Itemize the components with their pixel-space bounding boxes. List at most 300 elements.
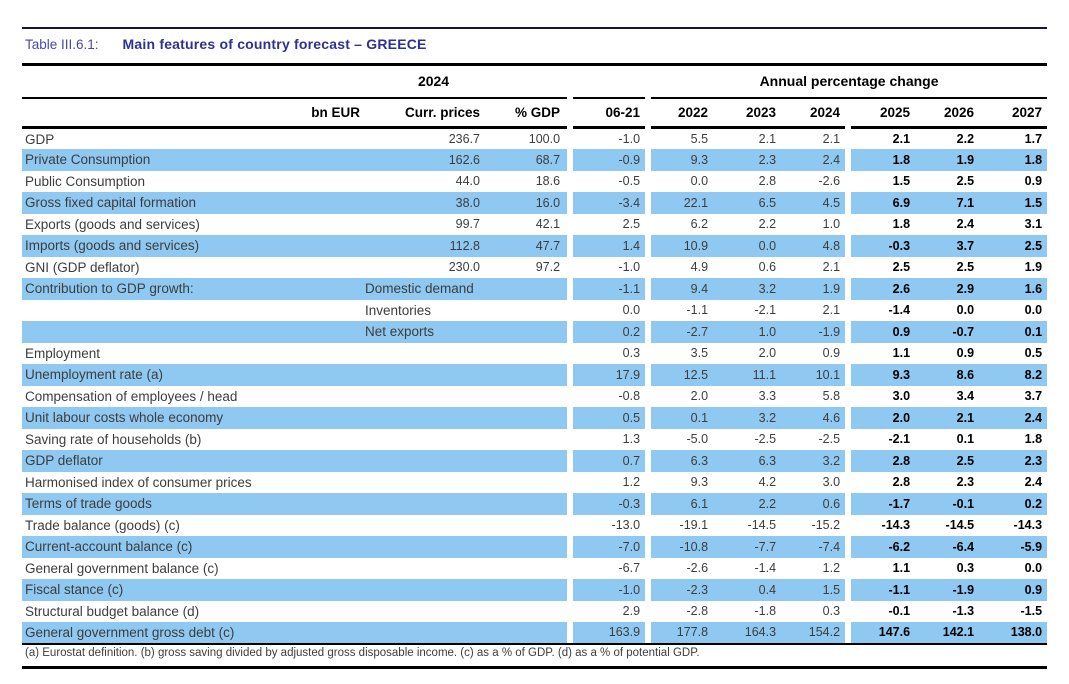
value-2024: 1.2 (822, 561, 841, 576)
curr-prices-value: 99.7 (455, 217, 480, 232)
value-2025: 2.1 (892, 132, 911, 146)
value-2024: 1.0 (822, 217, 841, 232)
value-2027: -14.3 (1013, 518, 1043, 533)
value-2022: 9.4 (651, 278, 713, 300)
row-label: General government balance (c) (25, 560, 219, 576)
value-06-21: -1.0 (573, 579, 645, 601)
bn-eur-cell (300, 579, 365, 601)
value-2022: 9.3 (651, 149, 713, 171)
bn-eur-cell (300, 343, 365, 365)
value-2027: 0.0 (1024, 561, 1043, 576)
value-2024: 2.4 (781, 149, 845, 171)
value-2027: 1.8 (1024, 432, 1043, 447)
table-title (25, 36, 427, 52)
pct-gdp-value (490, 386, 567, 408)
column-header-bn-eur: bn EUR (300, 98, 365, 128)
table-row (22, 257, 1047, 279)
bn-eur-cell (300, 192, 365, 214)
value-2026: 3.4 (956, 389, 975, 404)
value-2025: -1.7 (851, 493, 915, 515)
value-2023: 6.5 (713, 192, 781, 214)
value-2026: -0.7 (915, 321, 979, 343)
table-row (22, 192, 1047, 214)
value-2026: 2.4 (956, 217, 975, 232)
value-2023: 3.2 (713, 407, 781, 429)
row-sublabel: Net exports (365, 321, 567, 343)
value-2027: 1.5 (979, 192, 1047, 214)
curr-prices-value: 236.7 (448, 132, 480, 146)
value-2027: -5.9 (979, 536, 1047, 558)
pct-gdp-value (490, 493, 567, 515)
pct-gdp-value (490, 536, 567, 558)
row-label: Private Consumption (22, 149, 300, 171)
value-2022: 2.0 (690, 389, 709, 404)
value-2026: 2.5 (956, 174, 975, 189)
bn-eur-cell (300, 171, 365, 193)
value-06-21: 2.9 (622, 604, 641, 619)
table-row (22, 622, 1047, 644)
value-2025: 1.8 (851, 149, 915, 171)
value-2025: 6.9 (851, 192, 915, 214)
value-2027: 138.0 (979, 622, 1047, 644)
value-2024: 0.6 (781, 493, 845, 515)
value-06-21: -7.0 (573, 536, 645, 558)
bn-eur-cell (300, 472, 365, 494)
value-2024: 0.9 (822, 346, 841, 361)
pct-gdp-value (490, 343, 567, 365)
value-2022: 3.5 (690, 346, 709, 361)
pct-gdp-value (490, 622, 567, 644)
bottom-rule (22, 666, 1047, 669)
curr-prices-value: 44.0 (455, 174, 480, 189)
value-2027: 0.0 (1024, 303, 1043, 318)
value-06-21: -6.7 (618, 561, 641, 576)
curr-prices-value (365, 429, 490, 451)
value-2027: 2.4 (1024, 475, 1043, 490)
pct-gdp-value (490, 472, 567, 494)
curr-prices-value (365, 622, 490, 644)
table-row (22, 450, 1047, 472)
value-2022: -2.6 (686, 561, 709, 576)
value-2025: 2.0 (851, 407, 915, 429)
value-2026: 2.2 (956, 132, 975, 146)
value-06-21: -0.8 (618, 389, 641, 404)
value-2022: 5.5 (690, 132, 709, 146)
column-header-pct-gdp: % GDP (490, 98, 567, 128)
value-2025: 2.8 (851, 450, 915, 472)
column-header-label-spacer (22, 98, 300, 128)
value-2024: 2.1 (822, 260, 841, 275)
value-2022: 6.3 (651, 450, 713, 472)
row-sublabel: Inventories (365, 302, 432, 318)
value-2022: -2.3 (651, 579, 713, 601)
curr-prices-value: 112.8 (365, 235, 490, 257)
value-2024: -2.6 (818, 174, 841, 189)
value-06-21: -3.4 (573, 192, 645, 214)
curr-prices-value (365, 558, 490, 580)
table-row (22, 300, 1047, 322)
value-2025: 147.6 (851, 622, 915, 644)
pct-gdp-value (490, 558, 567, 580)
pct-gdp-value (490, 407, 567, 429)
row-sublabel: Domestic demand (365, 278, 567, 300)
column-header-2027: 2027 (979, 98, 1047, 128)
value-2027: 1.9 (1024, 260, 1043, 275)
value-2024: 3.0 (822, 475, 841, 490)
top-rule (22, 27, 1047, 29)
row-label: Compensation of employees / head (25, 388, 238, 404)
table-row (22, 214, 1047, 236)
table-row (22, 278, 1047, 300)
value-2023: -7.7 (713, 536, 781, 558)
group-header-annual-change: Annual percentage change (651, 65, 1047, 98)
table-row (22, 343, 1047, 365)
value-06-21: 0.0 (622, 303, 641, 318)
value-2024: 1.5 (781, 579, 845, 601)
value-2024: 154.2 (781, 622, 845, 644)
bn-eur-cell (300, 364, 365, 386)
value-2027: 1.7 (1024, 132, 1043, 146)
value-2022: 22.1 (651, 192, 713, 214)
value-06-21: 0.2 (573, 321, 645, 343)
value-2023: -14.5 (747, 518, 777, 533)
bn-eur-cell (300, 536, 365, 558)
row-label: Unit labour costs whole economy (22, 407, 300, 429)
value-2024: 0.3 (822, 604, 841, 619)
value-2025: -14.3 (881, 518, 911, 533)
value-2026: -6.4 (915, 536, 979, 558)
value-2027: 1.6 (979, 278, 1047, 300)
value-2023: 0.4 (713, 579, 781, 601)
value-2026: 0.9 (956, 346, 975, 361)
group-header-2024: 2024 (22, 65, 567, 98)
pct-gdp-value (490, 429, 567, 451)
value-2023: 6.3 (713, 450, 781, 472)
value-2025: 1.1 (892, 561, 911, 576)
value-2024: -1.9 (781, 321, 845, 343)
value-06-21: 163.9 (573, 622, 645, 644)
value-2026: 1.9 (915, 149, 979, 171)
pct-gdp-value (490, 515, 567, 537)
row-label: GNI (GDP deflator) (25, 259, 140, 275)
value-2022: -2.7 (651, 321, 713, 343)
table-row (22, 515, 1047, 537)
value-06-21: -1.0 (618, 132, 641, 146)
curr-prices-value (365, 601, 490, 623)
curr-prices-value (365, 343, 490, 365)
value-06-21: 0.7 (573, 450, 645, 472)
value-06-21: -0.9 (573, 149, 645, 171)
forecast-table (22, 63, 1047, 645)
value-2026: 8.6 (915, 364, 979, 386)
table-row (22, 493, 1047, 515)
value-2023: -2.1 (754, 303, 777, 318)
value-2026: 2.5 (956, 260, 975, 275)
table-title-text: Main features of country forecast – GREECE (122, 36, 427, 52)
value-2025: 1.8 (892, 217, 911, 232)
value-2026: 0.3 (956, 561, 975, 576)
table-row (22, 472, 1047, 494)
table-row (22, 536, 1047, 558)
value-2024: 1.9 (781, 278, 845, 300)
row-label: Fiscal stance (c) (22, 579, 300, 601)
value-2023: 2.2 (758, 217, 777, 232)
value-2027: 0.9 (1024, 174, 1043, 189)
pct-gdp-value: 68.7 (490, 149, 567, 171)
value-2022: -10.8 (651, 536, 713, 558)
table-row (22, 364, 1047, 386)
value-2025: -0.1 (888, 604, 911, 619)
value-2027: 3.1 (1024, 217, 1043, 232)
table-row (22, 579, 1047, 601)
value-06-21: -0.3 (573, 493, 645, 515)
value-2027: 0.2 (979, 493, 1047, 515)
value-06-21: 2.5 (622, 217, 641, 232)
pct-gdp-value: 18.6 (535, 174, 561, 189)
row-label: GDP deflator (22, 450, 300, 472)
value-2023: -2.5 (754, 432, 777, 447)
row-label: Contribution to GDP growth: (22, 278, 300, 300)
value-2023: 4.2 (758, 475, 777, 490)
forecast-table-body (22, 128, 1047, 644)
table-row (22, 386, 1047, 408)
pct-gdp-value (490, 601, 567, 623)
value-2025: 3.0 (892, 389, 911, 404)
value-2023: 2.1 (758, 132, 777, 146)
value-2023: 164.3 (713, 622, 781, 644)
column-header-2026: 2026 (915, 98, 979, 128)
table-row (22, 149, 1047, 171)
value-2022: 6.1 (651, 493, 713, 515)
column-header-2024: 2024 (781, 98, 845, 128)
column-header-2025: 2025 (851, 98, 915, 128)
value-2027: 2.4 (979, 407, 1047, 429)
value-2025: 9.3 (851, 364, 915, 386)
value-2022: 177.8 (651, 622, 713, 644)
column-header-row (22, 98, 1047, 128)
row-label: Imports (goods and services) (22, 235, 300, 257)
value-2026: 3.7 (915, 235, 979, 257)
curr-prices-value (365, 472, 490, 494)
value-2027: 2.3 (979, 450, 1047, 472)
value-2026: 2.9 (915, 278, 979, 300)
value-2026: 2.1 (915, 407, 979, 429)
value-2025: 1.1 (892, 346, 911, 361)
bn-eur-cell (300, 235, 365, 257)
value-2027: 8.2 (979, 364, 1047, 386)
value-06-21: 1.3 (622, 432, 641, 447)
row-label: GDP (25, 131, 55, 147)
curr-prices-value (365, 386, 490, 408)
value-2026: -1.3 (952, 604, 975, 619)
value-2024: 4.8 (781, 235, 845, 257)
bn-eur-cell (300, 622, 365, 644)
value-2023: 2.2 (713, 493, 781, 515)
row-label: Unemployment rate (a) (22, 364, 300, 386)
value-2025: 2.8 (892, 475, 911, 490)
table-row (22, 429, 1047, 451)
value-2023: 0.6 (758, 260, 777, 275)
value-2026: 0.0 (956, 303, 975, 318)
curr-prices-value: 38.0 (365, 192, 490, 214)
value-2027: 2.5 (979, 235, 1047, 257)
row-label: General government gross debt (c) (22, 622, 300, 644)
row-label: Structural budget balance (d) (25, 603, 200, 619)
curr-prices-value (365, 364, 490, 386)
value-2026: 0.1 (956, 432, 975, 447)
value-06-21: 0.5 (573, 407, 645, 429)
row-label: Current-account balance (c) (22, 536, 300, 558)
bn-eur-cell (300, 386, 365, 408)
curr-prices-value (365, 579, 490, 601)
value-2026: 142.1 (915, 622, 979, 644)
value-2025: 2.5 (892, 260, 911, 275)
row-label (22, 300, 300, 322)
bn-eur-cell (300, 558, 365, 580)
value-2022: 0.1 (651, 407, 713, 429)
table-row (22, 407, 1047, 429)
value-2023: 3.3 (758, 389, 777, 404)
bn-eur-cell (300, 149, 365, 171)
table-row (22, 171, 1047, 193)
value-2027: -1.5 (1020, 604, 1043, 619)
curr-prices-value (365, 515, 490, 537)
curr-prices-value: 162.6 (365, 149, 490, 171)
bn-eur-cell (300, 515, 365, 537)
value-2023: 2.0 (758, 346, 777, 361)
bn-eur-cell (300, 300, 365, 322)
footnote: (a) Eurostat definition. (b) gross saving divided by adjusted gross disposable income. (c) as a % of GDP. (d) as a % of potential GDP. (25, 647, 700, 659)
pct-gdp-value: 47.7 (490, 235, 567, 257)
row-label (22, 321, 300, 343)
value-2027: 3.7 (1024, 389, 1043, 404)
value-06-21: -1.1 (573, 278, 645, 300)
value-2027: 0.1 (979, 321, 1047, 343)
value-2027: 0.9 (979, 579, 1047, 601)
bn-eur-cell (300, 257, 365, 279)
value-2024: 5.8 (822, 389, 841, 404)
value-2022: -19.1 (679, 518, 709, 533)
row-label: Exports (goods and services) (25, 216, 200, 232)
bn-eur-cell (300, 278, 365, 300)
value-2025: -6.2 (851, 536, 915, 558)
row-label: Public Consumption (25, 173, 146, 189)
value-2024: -2.5 (818, 432, 841, 447)
value-2024: -7.4 (781, 536, 845, 558)
value-06-21: 1.4 (573, 235, 645, 257)
value-2024: -15.2 (811, 518, 841, 533)
value-2024: 3.2 (781, 450, 845, 472)
value-2023: 11.1 (713, 364, 781, 386)
bn-eur-cell (300, 321, 365, 343)
row-label: Trade balance (goods) (c) (25, 517, 180, 533)
column-header-curr-prices: Curr. prices (365, 98, 490, 128)
row-label: Terms of trade goods (22, 493, 300, 515)
curr-prices-value: 230.0 (448, 260, 480, 275)
value-2023: 2.8 (758, 174, 777, 189)
value-06-21: -13.0 (611, 518, 641, 533)
value-2026: -0.1 (915, 493, 979, 515)
value-2025: 2.6 (851, 278, 915, 300)
value-2024: 4.5 (781, 192, 845, 214)
value-2023: -1.4 (754, 561, 777, 576)
bn-eur-cell (300, 407, 365, 429)
value-2023: -1.8 (754, 604, 777, 619)
pct-gdp-value: 16.0 (490, 192, 567, 214)
value-2025: -1.1 (851, 579, 915, 601)
column-header-2023: 2023 (713, 98, 781, 128)
table-row (22, 601, 1047, 623)
value-06-21: 1.2 (622, 475, 641, 490)
row-label: Gross fixed capital formation (22, 192, 300, 214)
value-2025: 0.9 (851, 321, 915, 343)
bn-eur-cell (300, 601, 365, 623)
value-2022: 6.2 (690, 217, 709, 232)
row-label: Employment (25, 345, 101, 361)
value-2024: 2.1 (822, 132, 841, 146)
value-2025: -2.1 (888, 432, 911, 447)
value-2025: 1.5 (892, 174, 911, 189)
value-2023: 3.2 (713, 278, 781, 300)
value-2022: 10.9 (651, 235, 713, 257)
value-06-21: -0.5 (618, 174, 641, 189)
value-2026: 7.1 (915, 192, 979, 214)
value-2024: 4.6 (781, 407, 845, 429)
value-2022: -5.0 (686, 432, 709, 447)
value-2024: 10.1 (781, 364, 845, 386)
table-row (22, 558, 1047, 580)
curr-prices-value (365, 450, 490, 472)
pct-gdp-value (490, 364, 567, 386)
bn-eur-cell (300, 128, 365, 150)
value-2026: -14.5 (945, 518, 975, 533)
value-2022: 9.3 (690, 475, 709, 490)
value-2022: -2.8 (686, 604, 709, 619)
pct-gdp-value: 97.2 (535, 260, 561, 275)
value-2022: 4.9 (690, 260, 709, 275)
value-2025: -0.3 (851, 235, 915, 257)
group-header-row (22, 65, 1047, 98)
pct-gdp-value (490, 579, 567, 601)
value-2022: 12.5 (651, 364, 713, 386)
row-label: Harmonised index of consumer prices (25, 474, 252, 490)
value-2022: -1.1 (686, 303, 709, 318)
value-2023: 0.0 (713, 235, 781, 257)
curr-prices-value (365, 407, 490, 429)
group-header-0621-spacer (573, 65, 645, 98)
value-06-21: 17.9 (573, 364, 645, 386)
value-2026: 2.5 (915, 450, 979, 472)
value-2025: -1.4 (888, 303, 911, 318)
bn-eur-cell (300, 214, 365, 236)
value-2027: 1.8 (979, 149, 1047, 171)
curr-prices-value (365, 536, 490, 558)
value-2026: 2.3 (956, 475, 975, 490)
pct-gdp-value (490, 450, 567, 472)
value-2022: 0.0 (690, 174, 709, 189)
column-header-2022: 2022 (651, 98, 713, 128)
row-label: Saving rate of households (b) (25, 431, 202, 447)
bn-eur-cell (300, 450, 365, 472)
curr-prices-value (365, 493, 490, 515)
bn-eur-cell (300, 429, 365, 451)
value-06-21: -1.0 (618, 260, 641, 275)
value-06-21: 0.3 (622, 346, 641, 361)
value-2023: 2.3 (713, 149, 781, 171)
value-2026: -1.9 (915, 579, 979, 601)
table-row (22, 235, 1047, 257)
value-2023: 1.0 (713, 321, 781, 343)
